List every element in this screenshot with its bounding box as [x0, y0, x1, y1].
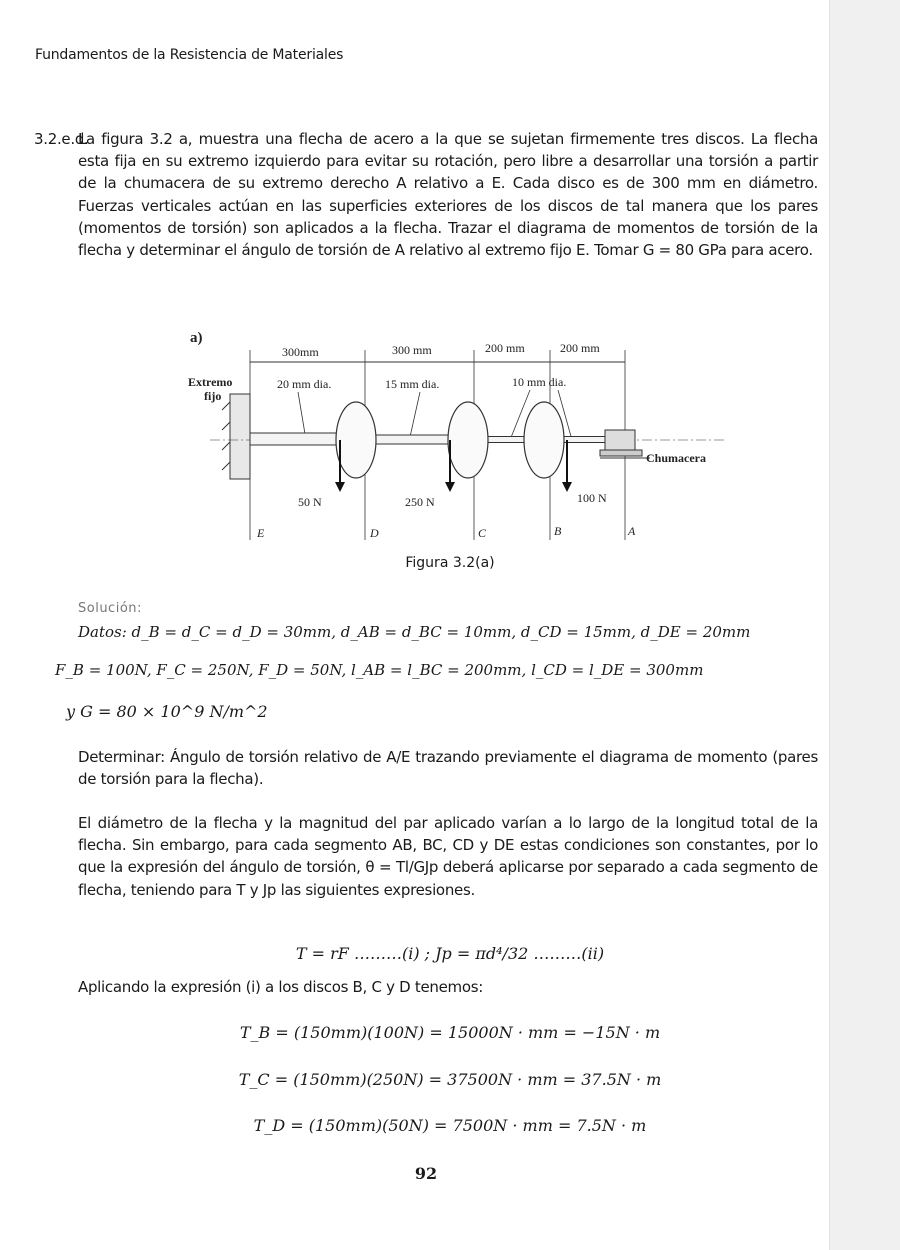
data-line-3: y G = 80 × 10^9 N/m^2: [66, 702, 268, 721]
determine-paragraph: Determinar: Ángulo de torsión relativo de A/E trazando previamente el diagrama de momento (pares de torsión para la flecha).: [78, 748, 818, 789]
point-a: A: [628, 524, 636, 538]
dim-cb: 200 mm: [485, 341, 525, 355]
page-header: Fundamentos de la Resistencia de Materiales: [35, 47, 344, 63]
torque-b: T_B = (150mm)(100N) = 15000N · mm = −15N · m: [239, 1023, 661, 1042]
shaft-figure: [180, 322, 740, 547]
dia-dc: 15 mm dia.: [385, 377, 440, 391]
bearing-label: Chumacera: [646, 451, 706, 465]
point-e: E: [257, 526, 265, 540]
figure-caption: Figura 3.2(a): [405, 555, 495, 571]
explanation-paragraph: El diámetro de la flecha y la magnitud del par aplicado varían a lo largo de la longitud total de la flecha. Sin embargo, para cada segmento AB, BC, CD y DE estas condiciones son constantes, por lo que la expresión del ángulo de torsión, θ = Tl/GJp deberá aplicarse por separado a cada segmento de flecha, teniendo para T y Jp las siguientes expresiones.: [78, 814, 818, 899]
dia-cb: 10 mm dia.: [512, 375, 567, 389]
dim-ba: 200 mm: [560, 341, 600, 355]
formula-line: T = rF ………(i) ; Jp = πd⁴/32 ………(ii): [295, 944, 605, 963]
point-c: C: [478, 526, 487, 540]
apply-line: Aplicando la expresión (i) a los discos B, C y D tenemos:: [78, 978, 483, 996]
dia-de: 20 mm dia.: [277, 377, 332, 391]
solution-label: Solución:: [78, 601, 142, 616]
fixed-end-label-2: fijo: [204, 389, 222, 403]
force-d: 50 N: [298, 495, 322, 509]
problem-number: 3.2.e.d.: [34, 130, 89, 148]
figure-tag: a): [190, 330, 203, 346]
dim-de: 300mm: [282, 345, 319, 359]
side-margin: [829, 0, 900, 1250]
page-number: 92: [414, 1164, 438, 1183]
torque-d: T_D = (150mm)(50N) = 7500N · mm = 7.5N · m: [253, 1116, 647, 1135]
force-b: 100 N: [577, 491, 607, 505]
force-c: 250 N: [405, 495, 435, 509]
fixed-end-label: Extremo: [188, 375, 233, 389]
problem-text: La figura 3.2 a, muestra una flecha de acero a la que se sujetan firmemente tres discos. La flecha esta fija en su extremo izquierdo para evitar su rotación, pero libre a desarrollar una torsión a partir de la chumacera de su extremo derecho A relativo a E. Cada disco es de 300 mm en diámetro. Fuerzas verticales actúan en las superficies exteriores de los discos de tal manera que los pares (momentos de torsión) son aplicados a la flecha. Trazar el diagrama de momentos de torsión de la flecha y determinar el ángulo de torsión de A relativo al extremo fijo E. Tomar G = 80 GPa para acero.: [78, 130, 818, 260]
dim-dc: 300 mm: [392, 343, 432, 357]
point-b: B: [554, 524, 562, 538]
torque-c: T_C = (150mm)(250N) = 37500N · mm = 37.5N · m: [238, 1070, 662, 1089]
point-d: D: [370, 526, 379, 540]
problem-statement: [34, 128, 818, 261]
data-line-1: Datos: d_B = d_C = d_D = 30mm, d_AB = d_BC = 10mm, d_CD = 15mm, d_DE = 20mm: [78, 623, 751, 641]
data-line-2: F_B = 100N, F_C = 250N, F_D = 50N, l_AB = l_BC = 200mm, l_CD = l_DE = 300mm: [55, 661, 704, 679]
